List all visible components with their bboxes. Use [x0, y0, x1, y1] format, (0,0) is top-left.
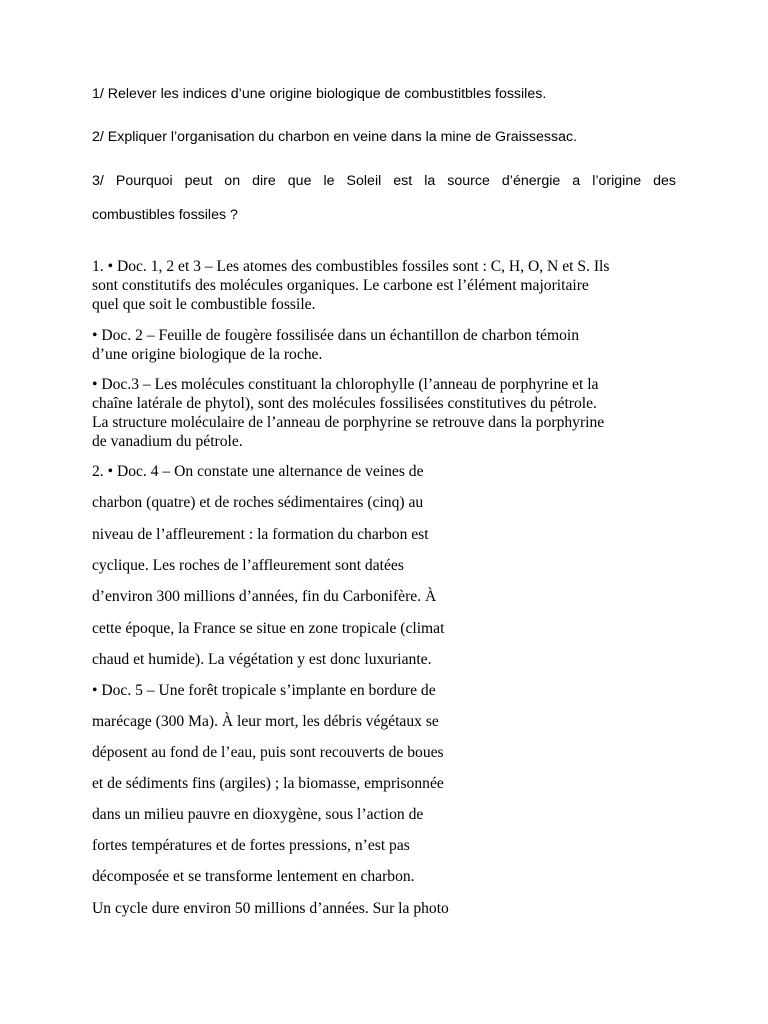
question-3-line-1: 3/ Pourquoi peut on dire que le Soleil est la source d’énergie a l’origine des	[92, 173, 676, 189]
answer-part2-line-14: décomposée et se transforme lentement en charbon.	[92, 868, 415, 885]
question-3-line-2: combustibles fossiles ?	[92, 207, 238, 223]
answer-part2-line-10: déposent au fond de l’eau, puis sont recouverts de boues	[92, 744, 444, 761]
answer-doc3-line-1: • Doc.3 – Les molécules constituant la chlorophylle (l’anneau de porphyrine et la	[92, 376, 599, 393]
answer-part2-line-3: niveau de l’affleurement : la formation du charbon est	[92, 526, 429, 543]
question-1: 1/ Relever les indices d’une origine biologique de combustitbles fossiles.	[92, 86, 547, 102]
answer-part2-line-13: fortes températures et de fortes pressions, n’est pas	[92, 837, 410, 854]
answer-doc3-line-2: chaîne latérale de phytol), sont des molécules fossilisées constitutives du pétrole.	[92, 395, 597, 412]
answer-doc3-line-3: La structure moléculaire de l’anneau de porphyrine se retrouve dans la porphyrine	[92, 414, 605, 431]
answer-doc123-line-1: 1. • Doc. 1, 2 et 3 – Les atomes des combustibles fossiles sont : C, H, O, N et S. Ils	[92, 258, 610, 275]
answer-part2-line-12: dans un milieu pauvre en dioxygène, sous l’action de	[92, 806, 424, 823]
answer-part2-line-2: charbon (quatre) et de roches sédimentaires (cinq) au	[92, 494, 424, 511]
answer-part2-line-11: et de sédiments fins (argiles) ; la biomasse, emprisonnée	[92, 775, 444, 792]
answer-part2-line-15: Un cycle dure environ 50 millions d’années. Sur la photo	[92, 900, 449, 917]
answer-doc2-line-2: d’une origine biologique de la roche.	[92, 346, 323, 363]
answer-part2-line-8: • Doc. 5 – Une forêt tropicale s’implante en bordure de	[92, 682, 436, 699]
question-2: 2/ Expliquer l’organisation du charbon en veine dans la mine de Graissessac.	[92, 129, 578, 145]
answer-doc123-line-3: quel que soit le combustible fossile.	[92, 296, 316, 313]
answer-doc3-line-4: de vanadium du pétrole.	[92, 433, 243, 450]
answer-part2-line-4: cyclique. Les roches de l’affleurement sont datées	[92, 557, 404, 574]
answer-part2-line-6: cette époque, la France se situe en zone tropicale (climat	[92, 620, 445, 637]
answer-part2-line-5: d’environ 300 millions d’années, fin du Carbonifère. À	[92, 588, 437, 605]
answer-doc2-line-1: • Doc. 2 – Feuille de fougère fossilisée dans un échantillon de charbon témoin	[92, 327, 580, 344]
answer-part2-line-9: marécage (300 Ma). À leur mort, les débris végétaux se	[92, 713, 439, 730]
answer-doc123-line-2: sont constitutifs des molécules organiques. Le carbone est l’élément majoritaire	[92, 277, 589, 294]
answer-part2-line-7: chaud et humide). La végétation y est donc luxuriante.	[92, 651, 432, 668]
answer-part2-line-1: 2. • Doc. 4 – On constate une alternance de veines de	[92, 463, 424, 480]
